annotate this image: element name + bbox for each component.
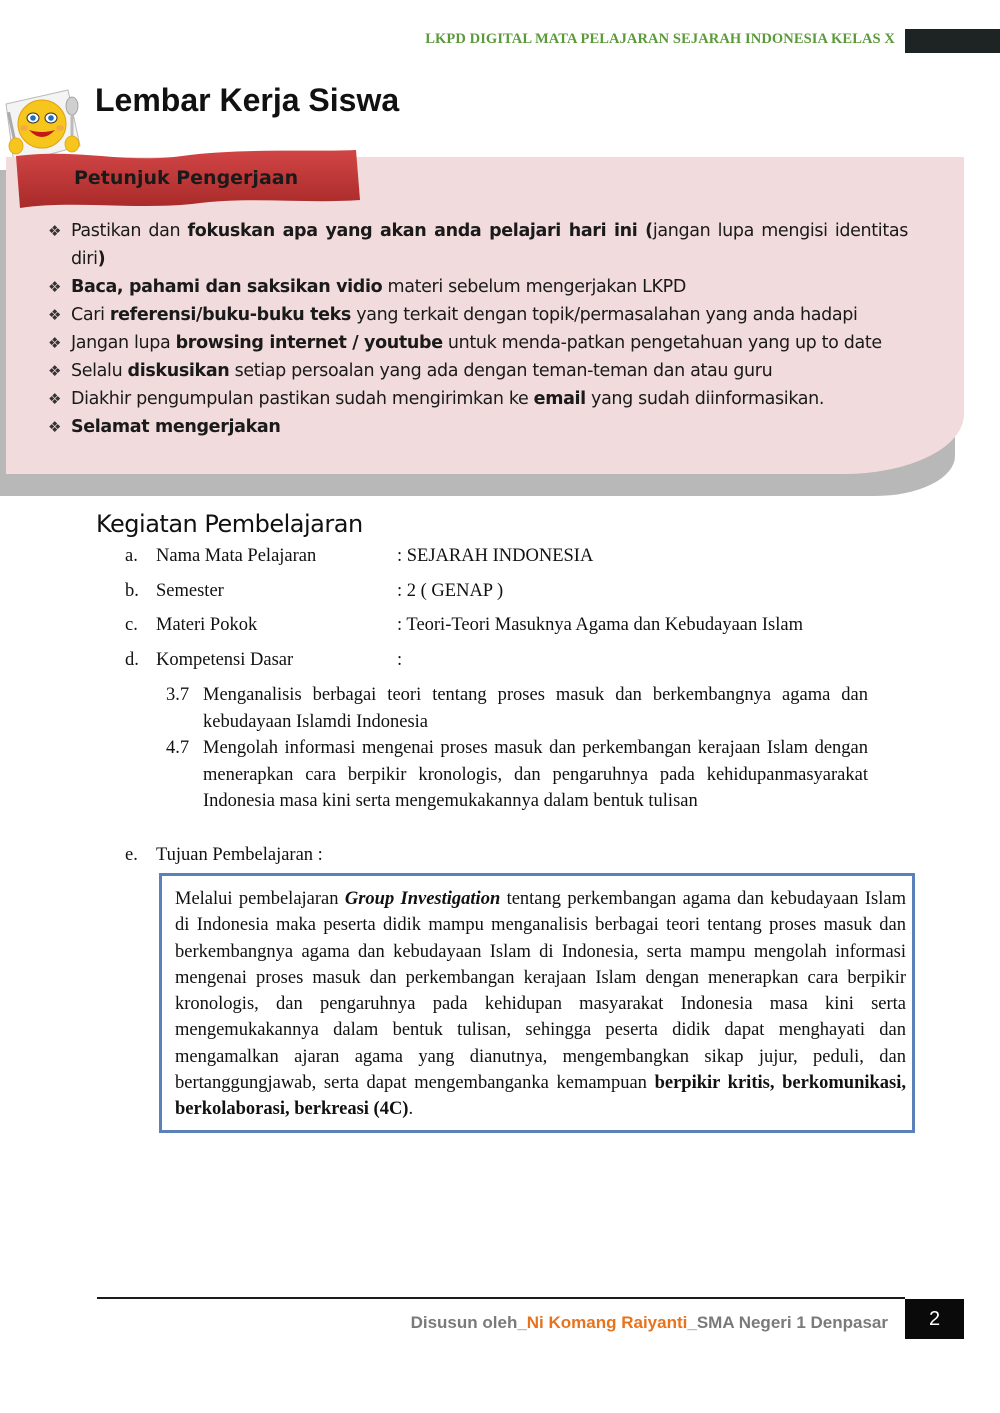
four-diamond-bullet-icon: ❖ [48, 278, 62, 296]
instruction-item [48, 413, 908, 441]
footer-divider [97, 1297, 905, 1299]
instruction-text: Selamat mengerjakan [71, 417, 281, 437]
instruction-text: setiap persoalan yang ada dengan teman-teman dan atau guru [229, 361, 773, 381]
learning-goal-text [175, 886, 906, 1123]
instruction-text: yang sudah diinformasikan. [585, 389, 825, 409]
info-list [125, 543, 885, 681]
four-diamond-bullet-icon: ❖ [48, 306, 62, 324]
instruction-text: materi sebelum mengerjakan LKPD [382, 277, 687, 297]
instruction-item [48, 301, 908, 329]
info-row-kompetensi-dasar [125, 647, 885, 682]
kompetensi-dasar-list [166, 682, 868, 815]
document-header-title: LKPD DIGITAL MATA PELAJARAN SEJARAH INDONESIA KELAS X [425, 31, 895, 47]
four-diamond-bullet-icon: ❖ [48, 390, 62, 408]
section-heading-kegiatan: Kegiatan Pembelajaran [96, 510, 363, 538]
info-row-letter: b. [125, 580, 139, 601]
instructions-banner-label: Petunjuk Pengerjaan [74, 167, 299, 189]
instruction-item [48, 273, 908, 301]
four-diamond-bullet-icon: ❖ [48, 334, 62, 352]
info-row-value: : SEJARAH INDONESIA [397, 546, 594, 566]
learning-goal-text-part: . [408, 1099, 414, 1120]
instruction-text: email [533, 389, 586, 409]
info-row-letter: e. [125, 845, 138, 865]
info-row-materi-pokok [125, 612, 885, 647]
four-diamond-bullet-icon: ❖ [48, 362, 62, 380]
kompetensi-dasar-text: Menganalisis berbagai teori tentang proses masuk dan berkembangnya agama dan kebudayaan Islamdi Indonesia [203, 685, 868, 732]
instruction-text: Cari [71, 305, 110, 325]
instruction-item [48, 217, 908, 273]
instruction-text: fokuskan apa yang akan anda pelajari hari ini ( [187, 221, 653, 241]
instruction-item [48, 329, 908, 357]
info-row-label: Tujuan Pembelajaran : [156, 845, 323, 865]
info-row-letter: a. [125, 546, 138, 566]
header-decorative-block [905, 29, 1000, 53]
learning-goal-text-part: Melalui pembelajaran [175, 889, 345, 909]
page-number: 2 [905, 1299, 964, 1339]
footer-author: Ni Komang Raiyanti [526, 1313, 688, 1332]
kompetensi-dasar-number: 4.7 [166, 738, 190, 758]
learning-goal-text-part: tentang perkembangan agama dan kebudayaan Islam di Indonesia maka peserta didik mampu menganalisis berbagai teori tentang proses masuk dan berkembangnya agama dan kebudayaan Islam di Indonesia, serta mampu mengolah informasi mengenai proses masuk dan perkembangan kerajaan Islam dengan menerapkan cara berpikir kronologis, dan pengaruhnya pada kehidupan masyarakat Indonesia masa kini serta mengemukakannya dalam bentuk tulisan, sehingga peserta didik dapat menghayati dan mengamalkan ajaran agama yang dianutnya, mengembangkan sikap jujur, peduli, dan bertanggungjawab, serta dapat mengembanganka kemampuan [175, 889, 906, 1094]
instruction-item [48, 357, 908, 385]
info-row-label: Semester [156, 580, 224, 601]
instruction-text: browsing internet / youtube [175, 333, 443, 353]
instruction-text: Jangan lupa [71, 333, 176, 353]
instruction-text: diskusikan [127, 361, 230, 381]
instruction-item [48, 385, 908, 413]
info-row-letter: d. [125, 649, 139, 670]
instruction-text: jangan lupa mengisi identitas diri [71, 221, 908, 269]
instructions-list [48, 217, 908, 441]
instruction-text: Baca, pahami dan saksikan vidio [71, 277, 383, 297]
instruction-text: referensi/buku-buku teks [109, 305, 351, 325]
learning-goal-box [159, 873, 915, 1133]
four-diamond-bullet-icon: ❖ [48, 222, 62, 240]
info-row-letter: c. [125, 615, 138, 635]
footer-credit [300, 1313, 888, 1333]
info-row-semester [125, 578, 885, 613]
info-row-label: Nama Mata Pelajaran [156, 546, 317, 566]
instruction-text: ) [97, 249, 106, 269]
footer-credit-prefix: Disusun oleh_ [410, 1313, 527, 1332]
learning-goal-text-part: berpikir kritis, berkomunikasi, berkolaborasi, berkreasi (4C) [175, 1073, 906, 1120]
instruction-text: Pastikan dan [71, 221, 188, 241]
page-title: Lembar Kerja Siswa [95, 82, 400, 118]
footer-credit-suffix: _SMA Negeri 1 Denpasar [687, 1313, 888, 1332]
kompetensi-dasar-item [166, 735, 868, 815]
info-row-label: Kompetensi Dasar [156, 649, 294, 670]
kompetensi-dasar-text: Mengolah informasi mengenai proses masuk dan perkembangan kerajaan Islam dengan menerapkan cara berpikir kronologis, dan pengaruhnya pada kehidupanmasyarakat Indonesia masa kini serta mengemukakannya dalam bentuk tulisan [203, 738, 868, 811]
instruction-text: Diakhir pengumpulan pastikan sudah mengirimkan ke [71, 389, 534, 409]
instruction-text: Selalu [71, 361, 128, 381]
info-row-label: Materi Pokok [156, 615, 258, 635]
info-row-mata-pelajaran [125, 543, 885, 578]
info-row-value: : Teori-Teori Masuknya Agama dan Kebudayaan Islam [397, 615, 803, 635]
instruction-text: yang terkait dengan topik/permasalahan yang anda hadapi [350, 305, 858, 325]
instruction-text: untuk menda-patkan pengetahuan yang up to date [442, 333, 882, 353]
info-row-value: : [397, 649, 403, 670]
info-row-value: : 2 ( GENAP ) [397, 580, 504, 601]
kompetensi-dasar-number: 3.7 [166, 685, 190, 705]
learning-goal-text-part: Group Investigation [344, 889, 501, 909]
four-diamond-bullet-icon: ❖ [48, 418, 62, 436]
kompetensi-dasar-item [166, 682, 868, 735]
